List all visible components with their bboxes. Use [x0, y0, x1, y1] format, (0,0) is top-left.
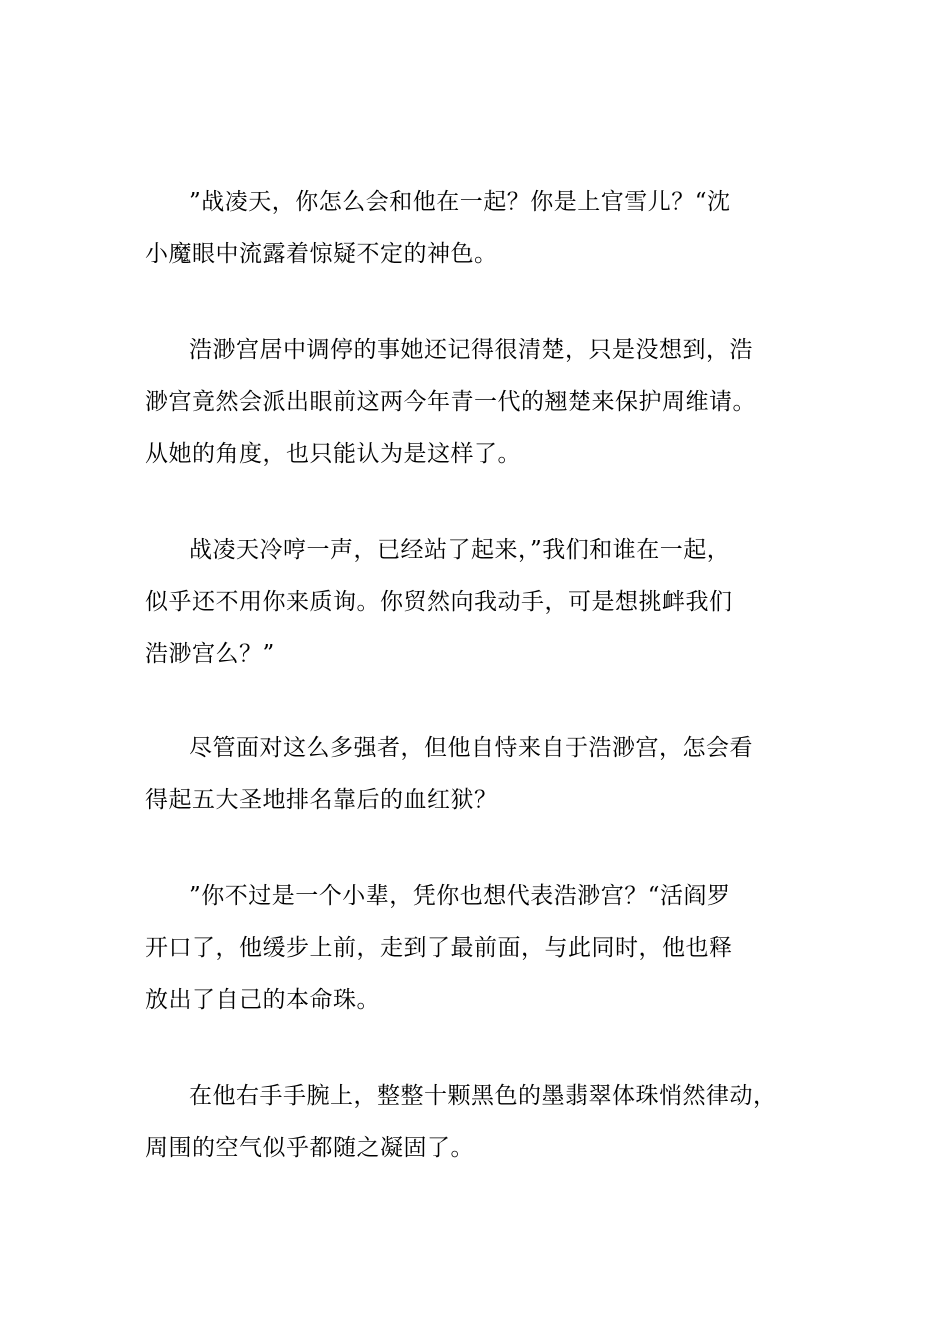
- paragraph-line: 周围的空气似乎都随之凝固了。: [145, 1135, 474, 1161]
- paragraph-2: [145, 324, 815, 480]
- paragraph-line: ”你不过是一个小辈，凭你也想代表浩渺宫？“活阎罗: [189, 883, 731, 909]
- paragraph-line: 浩渺宫居中调停的事她还记得很清楚，只是没想到，浩: [189, 337, 753, 363]
- paragraph-line: 在他右手手腕上，整整十颗黑色的墨翡翠体珠悄然律动，: [189, 1083, 777, 1109]
- paragraph-3: [145, 524, 815, 680]
- paragraph-line: 小魔眼中流露着惊疑不定的神色。: [145, 241, 498, 267]
- paragraph-6: [145, 1070, 815, 1174]
- paragraph-line: 从她的角度，也只能认为是这样了。: [145, 441, 521, 467]
- paragraph-line: 浩渺宫么？”: [145, 641, 275, 667]
- paragraph-4: [145, 722, 815, 826]
- paragraph-1: [145, 176, 815, 280]
- paragraph-line: 开口了，他缓步上前，走到了最前面，与此同时，他也释: [145, 935, 733, 961]
- paragraph-line: 似乎还不用你来质询。你贸然向我动手，可是想挑衅我们: [145, 589, 733, 615]
- paragraph-5: [145, 870, 815, 1026]
- paragraph-line: 战凌天冷哼一声，已经站了起来，”我们和谁在一起，: [189, 537, 731, 563]
- paragraph-line: ”战凌天，你怎么会和他在一起？你是上官雪儿？“沈: [189, 189, 731, 215]
- paragraph-line: 得起五大圣地排名靠后的血红狱？: [145, 787, 498, 813]
- paragraph-line: 放出了自己的本命珠。: [145, 987, 380, 1013]
- paragraph-line: 渺宫竟然会派出眼前这两今年青一代的翘楚来保护周维请。: [145, 389, 756, 415]
- paragraph-line: 尽管面对这么多强者，但他自恃来自于浩渺宫，怎会看: [189, 735, 753, 761]
